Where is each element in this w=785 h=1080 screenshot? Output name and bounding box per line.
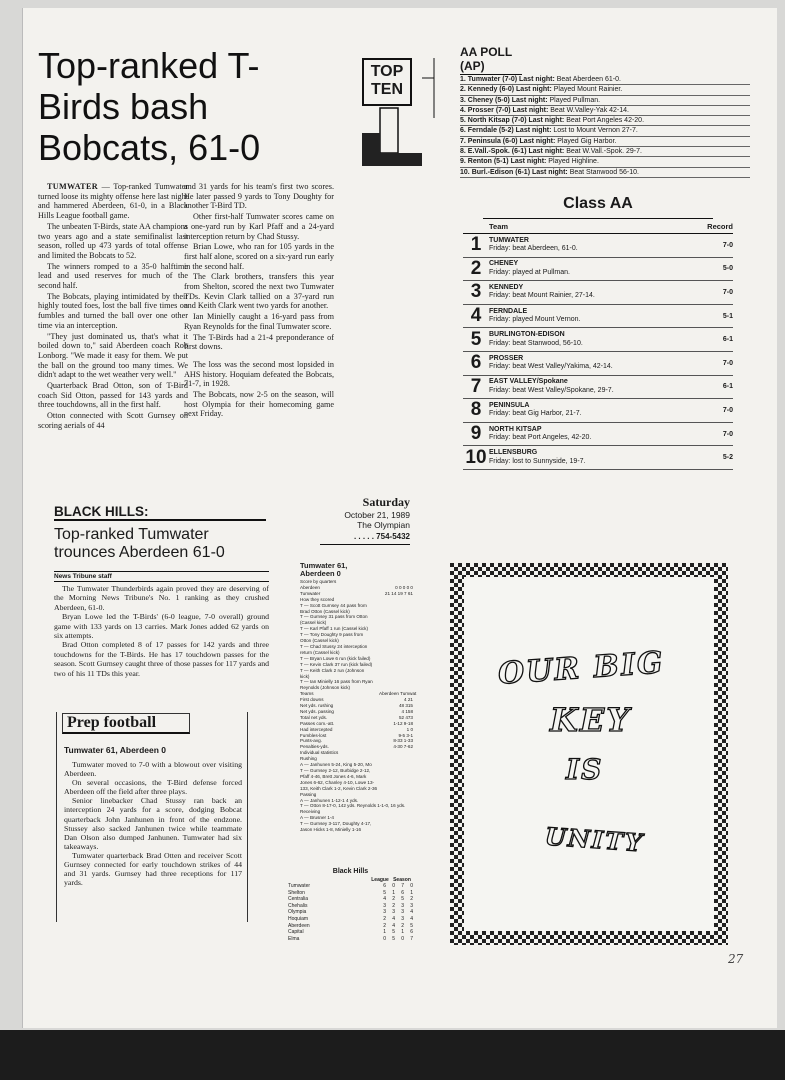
box-label: Punts-avg.	[300, 738, 322, 744]
box-label: T — Scott Gurnsey 44 pass from	[300, 602, 367, 608]
article-paragraph: Senior linebacker Chad Stussy ran back an interception 24 yards for a score, dodging Bobcat quarterback John Janhunen in front of the endzone. Stussey also sacked Janhunen twice while teammate Dan Olson also dumped Janhunen. Tumwater had six takeaways.	[64, 796, 242, 851]
poll-list	[460, 75, 750, 178]
team-info	[489, 284, 697, 301]
poll-last: Last night:	[528, 117, 567, 125]
rank-number: 6	[470, 352, 482, 374]
team-record: 5-2	[722, 454, 733, 462]
black-hills-body	[54, 584, 269, 678]
league-losses: 1	[392, 889, 395, 896]
box-label: Tumwater	[300, 590, 321, 596]
team-info	[489, 260, 697, 277]
article-paragraph	[38, 381, 188, 410]
team-note: Friday: beat West Valley/Spokane, 29-7.	[489, 386, 614, 394]
team-info	[489, 378, 697, 395]
team-info	[489, 426, 697, 443]
box-label: Jones 6-62, Chanley 4-10, Lowe 13-	[300, 779, 375, 785]
box-label: Reynolds (Johnson kick)	[300, 685, 351, 691]
article-paragraph: Tumwater quarterback Brad Otten and receiver Scott Gurnsey connected for early touchdown strikes of 44 and 31 yards. Gurnsey had three receptions for 117 yards.	[64, 850, 242, 888]
league-losses: 0	[392, 883, 395, 889]
league-wins: 1	[383, 929, 386, 936]
league-wins: 3	[383, 902, 386, 909]
box-label: T — Kevin Clark 37 run (kick failed)	[300, 661, 373, 667]
team-note: Friday: beat Mount Rainier, 27-14.	[489, 292, 595, 300]
standings-row	[288, 936, 413, 943]
standings-team: Elma	[288, 935, 300, 942]
class-aa-title: Class AA	[483, 195, 713, 219]
team-record: 6-1	[722, 383, 733, 391]
poll-rank: 8.	[460, 148, 468, 156]
league-losses: 4	[392, 915, 395, 922]
team-name: ELLENSBURG	[489, 449, 538, 457]
standings-team: Aberdeen	[288, 922, 310, 929]
poll-rank: 9.	[460, 158, 468, 166]
team-record: 7-0	[722, 406, 733, 414]
league-header: League	[371, 877, 389, 883]
standings-team: Hoquiam	[288, 915, 309, 922]
paragraph-text: — Top-ranked Tumwater turned loose its mighty offense here last night and hammered Aberdeen, 61-0, in a Black Hills League football game.	[38, 182, 188, 221]
standings-team: Shelton	[288, 889, 305, 896]
paragraph-text: Otton connected with Scott Gurnsey on scoring aerials of 44	[38, 411, 188, 430]
box-value: 4 21	[404, 697, 413, 703]
article-paragraph	[38, 411, 188, 430]
season-wins: 3	[401, 909, 404, 916]
box-label: Rushing	[300, 756, 317, 762]
box-label: Pfaff 4-46, Brett Jones 4-6, Mark	[300, 773, 367, 779]
poll-rank: 3.	[460, 96, 468, 104]
team-note: Friday: played Mount Vernon.	[489, 316, 581, 324]
box-label: Aberdeen	[300, 584, 320, 590]
team-note: Friday: beat Stanwood, 56-10.	[489, 339, 583, 347]
season-losses: 3	[410, 902, 413, 909]
standings-row	[288, 909, 413, 916]
box-label: Passing	[300, 791, 317, 797]
class-aa-header	[463, 219, 733, 234]
aa-poll	[460, 45, 750, 178]
season-wins: 2	[401, 922, 404, 929]
top-ten-label	[362, 58, 412, 106]
league-wins: 2	[383, 915, 386, 922]
poll-rank: 7.	[460, 137, 468, 145]
olympian-phone: . . . . . 754-5432	[320, 532, 410, 545]
poll-result: Played Highline.	[548, 158, 599, 166]
team-name: FERNDALE	[489, 307, 528, 315]
box-score-title-2: Aberdeen 0	[300, 568, 341, 578]
black-hills-byline: News Tribune staff	[54, 571, 269, 582]
team-info	[489, 355, 697, 372]
team-note: Friday: beat Port Angeles, 42-20.	[489, 434, 592, 442]
olympian-day: Saturday	[362, 495, 410, 509]
box-label: return (Cassel kick)	[300, 649, 340, 655]
box-label: T — Chad Stussy 24 interception	[300, 643, 368, 649]
poll-rank: 2.	[460, 86, 468, 94]
paragraph-text: Quarterback Brad Otton, son of T-Bird coach Sid Otton, passed for 143 yards and three touchdowns, all in the first half.	[38, 381, 188, 410]
box-label: T — Gurnsey 3-117, Doughty 4-17,	[300, 821, 372, 827]
season-wins: 0	[401, 935, 404, 942]
class-aa-rankings	[463, 195, 733, 470]
league-wins: 3	[383, 909, 386, 916]
article-column-1	[38, 182, 188, 432]
box-value: 48 315	[398, 703, 413, 709]
article-paragraph: The Bobcats, now 2-5 on the season, will host Olympia for their homecoming game next Friday.	[184, 390, 334, 419]
box-value: 0 0 0 0 0	[395, 584, 413, 590]
poll-last: Last night:	[528, 148, 567, 156]
standings-team: Tumwater	[288, 883, 311, 889]
poll-rank: 6.	[460, 127, 468, 135]
olympian-dateline	[320, 495, 410, 545]
col-record: Record	[707, 222, 733, 231]
team-record: 7-0	[722, 430, 733, 438]
sign-line-3: IS	[566, 753, 604, 786]
box-label: A — Janhunen 5-24, King 5-20, Mo	[300, 762, 372, 768]
standings-team: Capital	[288, 929, 304, 936]
box-value: 4 158	[401, 708, 413, 714]
poll-last: Last night:	[515, 127, 554, 135]
poll-result: Beat Aberdeen 61-0.	[556, 76, 621, 83]
box-value	[379, 827, 413, 833]
dateline: TUMWATER	[47, 182, 98, 191]
paragraph-text: The Bobcats, playing intimidated by their highly touted foes, lost the ball five times on fumbles and turned the ball over one other time via an interception.	[38, 291, 188, 330]
poll-item	[460, 75, 750, 85]
box-score	[300, 561, 417, 833]
poll-item	[460, 106, 750, 116]
team-info	[489, 331, 697, 348]
poll-item	[460, 157, 750, 167]
poll-result: Played Gig Harbor.	[557, 137, 617, 145]
ranking-row	[463, 376, 733, 400]
season-losses: 7	[410, 935, 413, 942]
ranking-row	[463, 352, 733, 376]
box-label: Fumbles-lost	[300, 732, 327, 738]
team-name: EAST VALLEY/Spokane	[489, 378, 568, 386]
league-losses: 3	[392, 909, 395, 916]
article-paragraph	[38, 292, 188, 331]
box-label: A — Janhunen 1-12-1 4 yds.	[300, 797, 359, 803]
poll-item	[460, 168, 750, 178]
box-value: 21 14 19 7 61	[384, 590, 413, 596]
standings-row	[288, 903, 413, 910]
poll-team: Prosser (7-0)	[467, 106, 513, 114]
poll-result: Lost to Mount Vernon 27-7.	[553, 127, 638, 135]
team-name: KENNEDY	[489, 283, 524, 291]
ranking-row	[463, 258, 733, 282]
box-label: A — Brusner 1-4	[300, 815, 334, 821]
ranking-row	[463, 399, 733, 423]
team-note: Friday: beat Gig Harbor, 21-7.	[489, 410, 582, 418]
olympian-date: October 21, 1989	[344, 510, 410, 520]
box-score-rows	[300, 579, 417, 833]
box-value: 52 473	[398, 714, 413, 720]
league-losses: 5	[392, 935, 395, 942]
poll-item	[460, 96, 750, 106]
season-wins: 7	[401, 883, 404, 889]
box-value: 1-12 9-18	[393, 720, 413, 726]
poll-item	[460, 85, 750, 95]
ranking-row	[463, 446, 733, 470]
poll-team: E.Vall.-Spok. (6-1)	[467, 148, 529, 156]
standings-row	[288, 890, 413, 897]
season-losses: 5	[410, 922, 413, 929]
poll-last: Last night:	[519, 76, 557, 83]
season-wins: 6	[401, 889, 404, 896]
poll-rank: 4.	[460, 106, 468, 114]
standings-row	[288, 923, 413, 930]
team-record: 6-1	[722, 336, 733, 344]
box-label: Net yds. rushing	[300, 703, 334, 709]
season-wins: 3	[401, 902, 404, 909]
team-note: Friday: lost to Sunnyside, 19-7.	[489, 457, 586, 465]
box-label: T — Karl Pfaff 1 run (Cassel kick)	[300, 626, 368, 632]
box-label: T — Tony Doughty 9 pass from	[300, 632, 364, 638]
team-record: 5-0	[722, 265, 733, 273]
league-losses: 2	[392, 902, 395, 909]
box-label: Jason Hicks 1-8, Minielly 1-16	[300, 827, 362, 833]
sign-line-1: OUR BIG	[496, 645, 666, 692]
box-score-title-1: Tumwater 61,	[300, 561, 348, 570]
top-ten-graphic	[352, 48, 447, 168]
poll-team: Kennedy (6-0)	[467, 86, 517, 94]
paragraph-text: The winners romped to a 35-0 halftime lead and used reserves for much of the second half.	[38, 261, 188, 291]
team-record: 7-0	[722, 288, 733, 296]
standings-team: Chehalis	[288, 902, 308, 909]
ranking-row	[463, 423, 733, 447]
sign-line-4: UNITY	[544, 821, 645, 858]
team-name: TUMWATER	[489, 236, 529, 244]
article-column-2	[184, 182, 334, 420]
box-label: kick)	[300, 673, 310, 679]
article-paragraph: Other first-half Tumwater scores came on a one-yard run by Karl Pfaff and a 24-yard interception return by Chad Stussy.	[184, 212, 334, 241]
prep-football-subhead: Tumwater 61, Aberdeen 0	[64, 745, 167, 755]
league-wins: 0	[383, 935, 386, 942]
season-wins: 1	[401, 929, 404, 936]
league-wins: 4	[383, 896, 386, 903]
rank-number: 3	[470, 281, 482, 303]
prep-football-title: Prep football	[62, 713, 190, 734]
article-paragraph: Brad Otton completed 8 of 17 passes for 142 yards and three touchdowns for the T-Birds. He has 17 touchdown passes for the season. Scott Gurnsey caught three of those passes for 117 yards and two of his 11 TDs this year.	[54, 640, 269, 678]
rank-number: 5	[470, 328, 482, 350]
top-ten-line2: TEN	[371, 81, 403, 98]
league-wins: 5	[383, 889, 386, 896]
poll-item	[460, 126, 750, 136]
team-info	[489, 237, 697, 254]
box-value: 8-33 1-33	[393, 738, 413, 744]
box-label: T — Gurnsey 2-12, Burbidge 2-12,	[300, 768, 371, 773]
article-paragraph: and 31 yards for his team's first two scores. He later passed 9 yards to Tony Doughty for another T-Bird TD.	[184, 182, 334, 211]
box-label: Teams	[300, 691, 314, 697]
box-label: How they scored	[300, 596, 335, 602]
box-value: 1 0	[406, 726, 413, 732]
poll-rank: 1.	[460, 76, 468, 83]
article-headline: Top-ranked T-Birds bash Bobcats, 61-0	[38, 45, 261, 168]
rank-number: 8	[470, 399, 482, 421]
poll-team: Burl.-Edison (6-1)	[471, 168, 532, 176]
poll-team: Peninsula (6-0)	[467, 137, 520, 145]
poll-result: Played Pullman.	[549, 96, 601, 104]
poll-rank: 10.	[460, 168, 472, 176]
poll-result: Played Mount Rainier.	[553, 86, 623, 94]
team-record: 7-0	[722, 241, 733, 249]
scan-edge	[0, 1030, 785, 1080]
article-paragraph: The Clark brothers, transfers this year from Shelton, scored the next two Tumwater TDs. Kevin Clark tallied on a 37-yard run and Keith Clark went two yards for another.	[184, 272, 334, 311]
olympian-paper: The Olympian	[357, 520, 410, 530]
season-losses: 4	[410, 909, 413, 916]
article-paragraph: The loss was the second most lopsided in AHS history. Hoquiam defeated the Bobcats, 71-7, in 1928.	[184, 359, 334, 389]
ranking-row	[463, 281, 733, 305]
season-header: Season	[393, 877, 411, 883]
team-name: CHENEY	[489, 260, 519, 268]
poll-team: Cheney (5-0)	[467, 96, 512, 104]
paragraph-text: The unbeaten T-Birds, state AA champions two years ago and a state semifinalist last season, rolled up 473 yards of total offense and limited the Bobcats to 52.	[38, 221, 188, 260]
rank-number: 4	[470, 305, 482, 327]
poll-last: Last night:	[519, 137, 558, 145]
season-losses: 4	[410, 915, 413, 922]
box-label: T — Otton 8-17-0, 142 yds. Reynolds 1-1-0, 16 yds.	[300, 803, 406, 809]
rank-number: 1	[470, 234, 482, 256]
team-note: Friday: beat Aberdeen, 61-0.	[489, 245, 578, 253]
poll-last: Last night:	[512, 106, 551, 114]
poll-result: Beat Stanwood 56-10.	[569, 168, 639, 176]
season-losses: 0	[410, 883, 413, 889]
article-paragraph	[38, 222, 188, 261]
team-name: NORTH KITSAP	[489, 425, 542, 433]
ranking-row	[463, 305, 733, 329]
poll-item	[460, 116, 750, 126]
box-label: Net yds. passing	[300, 708, 334, 714]
season-wins: 3	[401, 915, 404, 922]
article-paragraph	[38, 182, 188, 221]
box-label: Score by quarters	[300, 579, 337, 584]
poll-result: Beat W.Vall.-Spok. 29-7.	[566, 148, 642, 156]
league-losses: 5	[392, 929, 395, 936]
poll-title: AA POLL (AP)	[460, 45, 522, 75]
standings-team: Olympia	[288, 909, 307, 916]
box-value: 9-5 3-1	[398, 732, 413, 738]
box-label: Brad Otton (Cassel kick)	[300, 608, 350, 614]
box-label: 133, Keith Clark 1-2, Kevin Clark 2-36	[300, 785, 378, 791]
team-name: PENINSULA	[489, 401, 530, 409]
box-score-row	[300, 827, 413, 833]
box-label: Had intercepted	[300, 726, 333, 732]
poll-last: Last night:	[531, 168, 570, 176]
poll-item	[460, 137, 750, 147]
article-paragraph	[38, 332, 188, 381]
article-paragraph: The T-Birds had a 21-4 preponderance of first downs.	[184, 332, 334, 352]
league-losses: 4	[392, 922, 395, 929]
rank-number: 9	[470, 423, 482, 445]
standings-row	[288, 929, 413, 936]
poll-rank: 5.	[460, 117, 468, 125]
handwritten-page-number: 27	[728, 952, 744, 966]
season-losses: 1	[410, 889, 413, 896]
box-label: Total net yds.	[300, 714, 328, 720]
box-label: T — Keith Clark 2 run (Johnson	[300, 667, 365, 673]
class-aa-list	[463, 234, 733, 470]
league-losses: 2	[392, 896, 395, 903]
box-label: T — Bryan Lowe 6 run (kick failed)	[300, 655, 371, 661]
team-info	[489, 308, 697, 325]
poll-team: North Kitsap (7-0)	[467, 117, 529, 125]
ranking-row	[463, 328, 733, 352]
poll-last: Last night:	[510, 158, 549, 166]
league-wins: 2	[383, 922, 386, 929]
poll-result: Beat W.Valley-Yak 42-14.	[550, 106, 629, 114]
prep-football-body	[64, 760, 242, 887]
team-record: 7-0	[722, 359, 733, 367]
paragraph-text: "They just dominated us, that's what it boiled down to," said Aberdeen coach Rob Lonborg. "We made it easy for them. We put the ball on the ground too many times. We didn't adapt to the wet weather very well."	[38, 331, 188, 380]
unity-sign	[450, 563, 728, 945]
ranking-row	[463, 234, 733, 258]
standings-row	[288, 896, 413, 903]
season-losses: 6	[410, 929, 413, 936]
article-paragraph: On several occasions, the T-Bird defense forced Aberdeen off the field after three plays.	[64, 778, 242, 797]
team-name: PROSSER	[489, 354, 524, 362]
black-hills-kicker: BLACK HILLS:	[54, 504, 266, 521]
sign-line-2: KEY	[550, 701, 632, 739]
team-info	[489, 449, 697, 466]
team-name: BURLINGTON-EDISON	[489, 331, 565, 339]
team-note: Friday: played at Pullman.	[489, 268, 570, 276]
standings-title: Black Hills	[332, 868, 369, 875]
black-hills-headline: Top-ranked Tumwater trounces Aberdeen 61-0	[54, 526, 225, 561]
box-label: Individual statistics	[300, 750, 339, 756]
article-paragraph: Brian Lowe, who ran for 105 yards in the first half alone, scored on a six-yard run early in the second half.	[184, 242, 334, 271]
box-label: (Cassel kick)	[300, 620, 327, 626]
box-label: Passes com.-att.	[300, 720, 335, 726]
standings-row	[288, 883, 413, 890]
article-paragraph: The Tumwater Thunderbirds again proved they are deserving of the Morning News Tribune's No. 1 ranking as they crushed Aberdeen, 61-0.	[54, 584, 269, 612]
box-label: First downs	[300, 697, 324, 703]
box-label: Receiving	[300, 809, 321, 815]
league-wins: 6	[383, 883, 386, 889]
standings-row	[288, 916, 413, 923]
rank-number: 7	[470, 375, 482, 397]
box-label: Otton (Cassel kick)	[300, 638, 339, 644]
standings-team: Centralia	[288, 896, 309, 903]
poll-result: Beat Port Angeles 42-20.	[566, 117, 645, 125]
col-team: Team	[489, 222, 509, 231]
article-paragraph: Tumwater moved to 7-0 with a blowout over visiting Aberdeen.	[64, 760, 242, 779]
season-wins: 5	[401, 896, 404, 903]
box-label: T — Ian Minielly 16 pass from Ryan	[300, 679, 373, 685]
poll-team: Ferndale (5-2)	[467, 127, 516, 135]
article-paragraph	[38, 262, 188, 291]
team-note: Friday: beat West Valley/Yakima, 42-14.	[489, 363, 613, 371]
poll-team: Tumwater (7-0)	[467, 76, 520, 83]
poll-team: Renton (5-1)	[467, 158, 511, 166]
rank-number: 10	[465, 446, 487, 468]
poll-last: Last night:	[516, 86, 554, 94]
article-paragraph: Bryan Lowe led the T-Birds' (6-0 league, 7-0 overall) ground game with 133 yards on 13 carries. Mark Jones added 62 yards on six attempts.	[54, 612, 269, 641]
standings-rows	[288, 883, 413, 942]
article-paragraph: Ian Minielly caught a 16-yard pass from Ryan Reynolds for the final Tumwater score.	[184, 312, 334, 331]
black-hills-standings	[288, 868, 413, 942]
box-value: Aberdeen Tumwat	[379, 691, 417, 697]
rank-number: 2	[470, 257, 482, 279]
poll-item	[460, 147, 750, 157]
season-losses: 2	[410, 896, 413, 903]
box-label: T — Gurnsey 31 pass from Otton	[300, 614, 368, 620]
box-label: Penalties-yds.	[300, 744, 329, 750]
top-ten-line1: TOP	[370, 63, 404, 80]
team-record: 5-1	[722, 312, 733, 320]
poll-last: Last night:	[511, 96, 550, 104]
box-value: 4-30 7-62	[393, 744, 413, 750]
team-info	[489, 402, 697, 419]
